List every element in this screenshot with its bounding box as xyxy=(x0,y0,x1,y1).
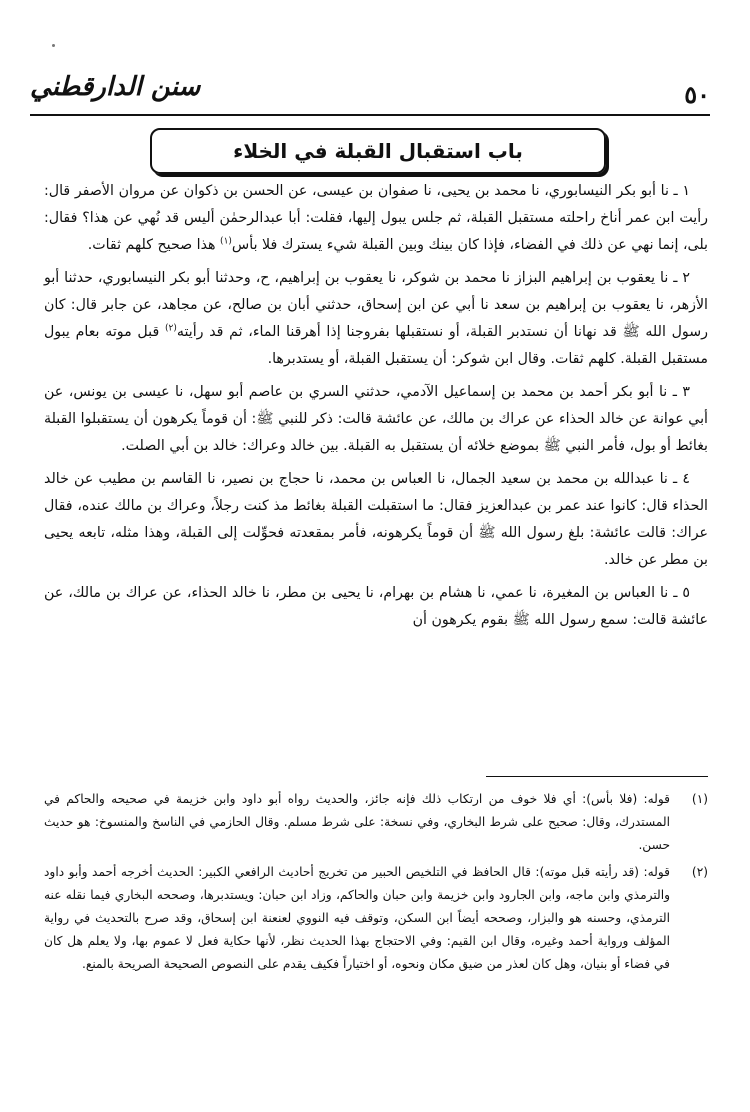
chapter-title: باب استقبال القبلة في الخلاء xyxy=(233,139,523,163)
hadith-text: ٤ ـ نا عبدالله بن محمد بن سعيد الجمال، نا العباس بن محمد، نا حجاج بن نصير، نا القاسم بن مطيب عن خالد الحذاء قال: كانوا عند عمر بن عبدالعزيز فقال: ما استقبلت القبلة بغائط مذ كنت رجلاً، وعراك بن مالك عنده، فقال عراك: قالت عائشة: بلغ رسول الله ﷺ أن قوماً يكرهونه، فأمر بمقعدته فحوِّلت إلى القبلة، وهذا مثله، تابعه يحيى بن مطر عن خالد. xyxy=(44,471,708,568)
hadith-3 xyxy=(44,379,708,460)
footnote-2 xyxy=(44,861,708,976)
hadith-text: ١ ـ نا أبو بكر النيسابوري، نا محمد بن يحيى، نا صفوان بن عيسى، عن الحسن بن ذكوان عن مروان الأصفر قال: رأيت ابن عمر أناخ راحلته مستقبل القبلة، ثم جلس يبول إليها، فقلت: أبا عبدالرحمٰن أليس قد نُهي عن هذا؟ فقال: بلى، إنما نهي عن ذلك في الفضاء، فإذا كان بينك وبين القبلة شيء يسترك فلا بأس xyxy=(44,183,708,253)
header-rule xyxy=(30,114,710,116)
hadith-1 xyxy=(44,178,708,259)
footnote-1 xyxy=(44,788,708,857)
footnote-ref[interactable]: (١) xyxy=(220,236,232,247)
main-text xyxy=(44,178,708,640)
footnote-text: قوله: (قد رأيته قبل موته): قال الحافظ في التلخيص الحبير من تخريج أحاديث الرافعي الكبير: الحديث أخرجه أحمد وأبو داود والترمذي وابن ماجه، وابن الجارود وابن خزيمة وابن حبان والحاكم، وزاد ابن حبان: ويستدبرها، وصححه البخاري فيما نقله عنه الترمذي، وحسنه هو والبزار، وصححه أيضاً ابن السكن، وتوقف فيه النووي لعنعنة ابن إسحاق، وقد صرح بالتحديث في رواية المؤلف ورواية أحمد وغيره، وقال ابن القيم: وفي الاحتجاج بهذا الحديث نظر، لأنها حكاية فعل لا عموم بها، ولا يعلم هل كان في فضاء أو بنيان، وهل كان لعذر من ضيق مكان ونحوه، أو اختياراً فكيف يقدم على النصوص الصحيحة الصريحة بالمنع. xyxy=(44,865,670,971)
page-number: ٥٠ xyxy=(684,80,710,109)
footnotes xyxy=(44,788,708,980)
page-header xyxy=(30,70,710,118)
hadith-5 xyxy=(44,580,708,634)
footnote-number: (١) xyxy=(691,792,708,806)
hadith-4 xyxy=(44,466,708,574)
footnote-separator xyxy=(486,776,708,777)
book-title: سنن الدارقطني xyxy=(30,72,201,102)
hadith-text-after: هذا صحيح كلهم ثقات. xyxy=(87,237,221,253)
hadith-text: ٣ ـ نا أبو بكر أحمد بن محمد بن إسماعيل الآدمي، حدثني السري بن عاصم أبو سهل، نا عيسى بن يونس، عن أبي عوانة عن خالد الحذاء عن عراك بن مالك، عن عائشة قالت: ذكر للنبي ﷺ: أن قوماً يكرهون أن يستقبلوا القبلة بغائط أو بول، فأمر النبي ﷺ بموضع خلائه أن يستقبل به القبلة. بين خالد وعراك: خالد بن أبي الصلت. xyxy=(44,384,708,454)
hadith-text: ٢ ـ نا يعقوب بن إبراهيم البزاز نا محمد بن شوكر، نا يعقوب بن إبراهيم، ح، وحدثنا أبو بكر النيسابوري، حدثنا أبو الأزهر، نا يعقوب بن إبراهيم بن سعد نا أبي عن ابن إسحاق، حدثني أبان بن صالح، عن مجاهد، عن جابر قال: كان رسول الله ﷺ قد نهانا أن نستدبر القبلة، أو نستقبلها بفروجنا إذا أهرقنا الماء، ثم قد رأيته xyxy=(44,270,708,340)
scan-speck xyxy=(52,44,55,47)
hadith-2 xyxy=(44,265,708,373)
footnote-number: (٢) xyxy=(691,865,708,879)
footnote-ref[interactable]: (٢) xyxy=(164,323,177,334)
hadith-text: ٥ ـ نا العباس بن المغيرة، نا عمي، نا هشام بن بهرام، نا يحيى بن مطر، نا خالد الحذاء، عن عراك بن مالك، عن عائشة قالت: سمع رسول الله ﷺ بقوم يكرهون أن xyxy=(44,585,708,628)
footnote-text: قوله: (فلا بأس): أي فلا خوف من ارتكاب ذلك فإنه جائز، والحديث رواه أبو داود وابن خزيمة في صحيحه والحاكم في المستدرك، وقال: صحيح على شرط البخاري، وفي نسخة: على شرط مسلم. وقال الحازمي في الناسخ والمنسوخ: هو حديث حسن. xyxy=(44,792,670,852)
chapter-title-box xyxy=(150,128,606,174)
hadith-text-after: قبل موته بعام يبول مستقبل القبلة. كلهم ثقات. وقال ابن شوكر: أن يستقبل القبلة، أو يستدبرها. xyxy=(44,324,708,367)
